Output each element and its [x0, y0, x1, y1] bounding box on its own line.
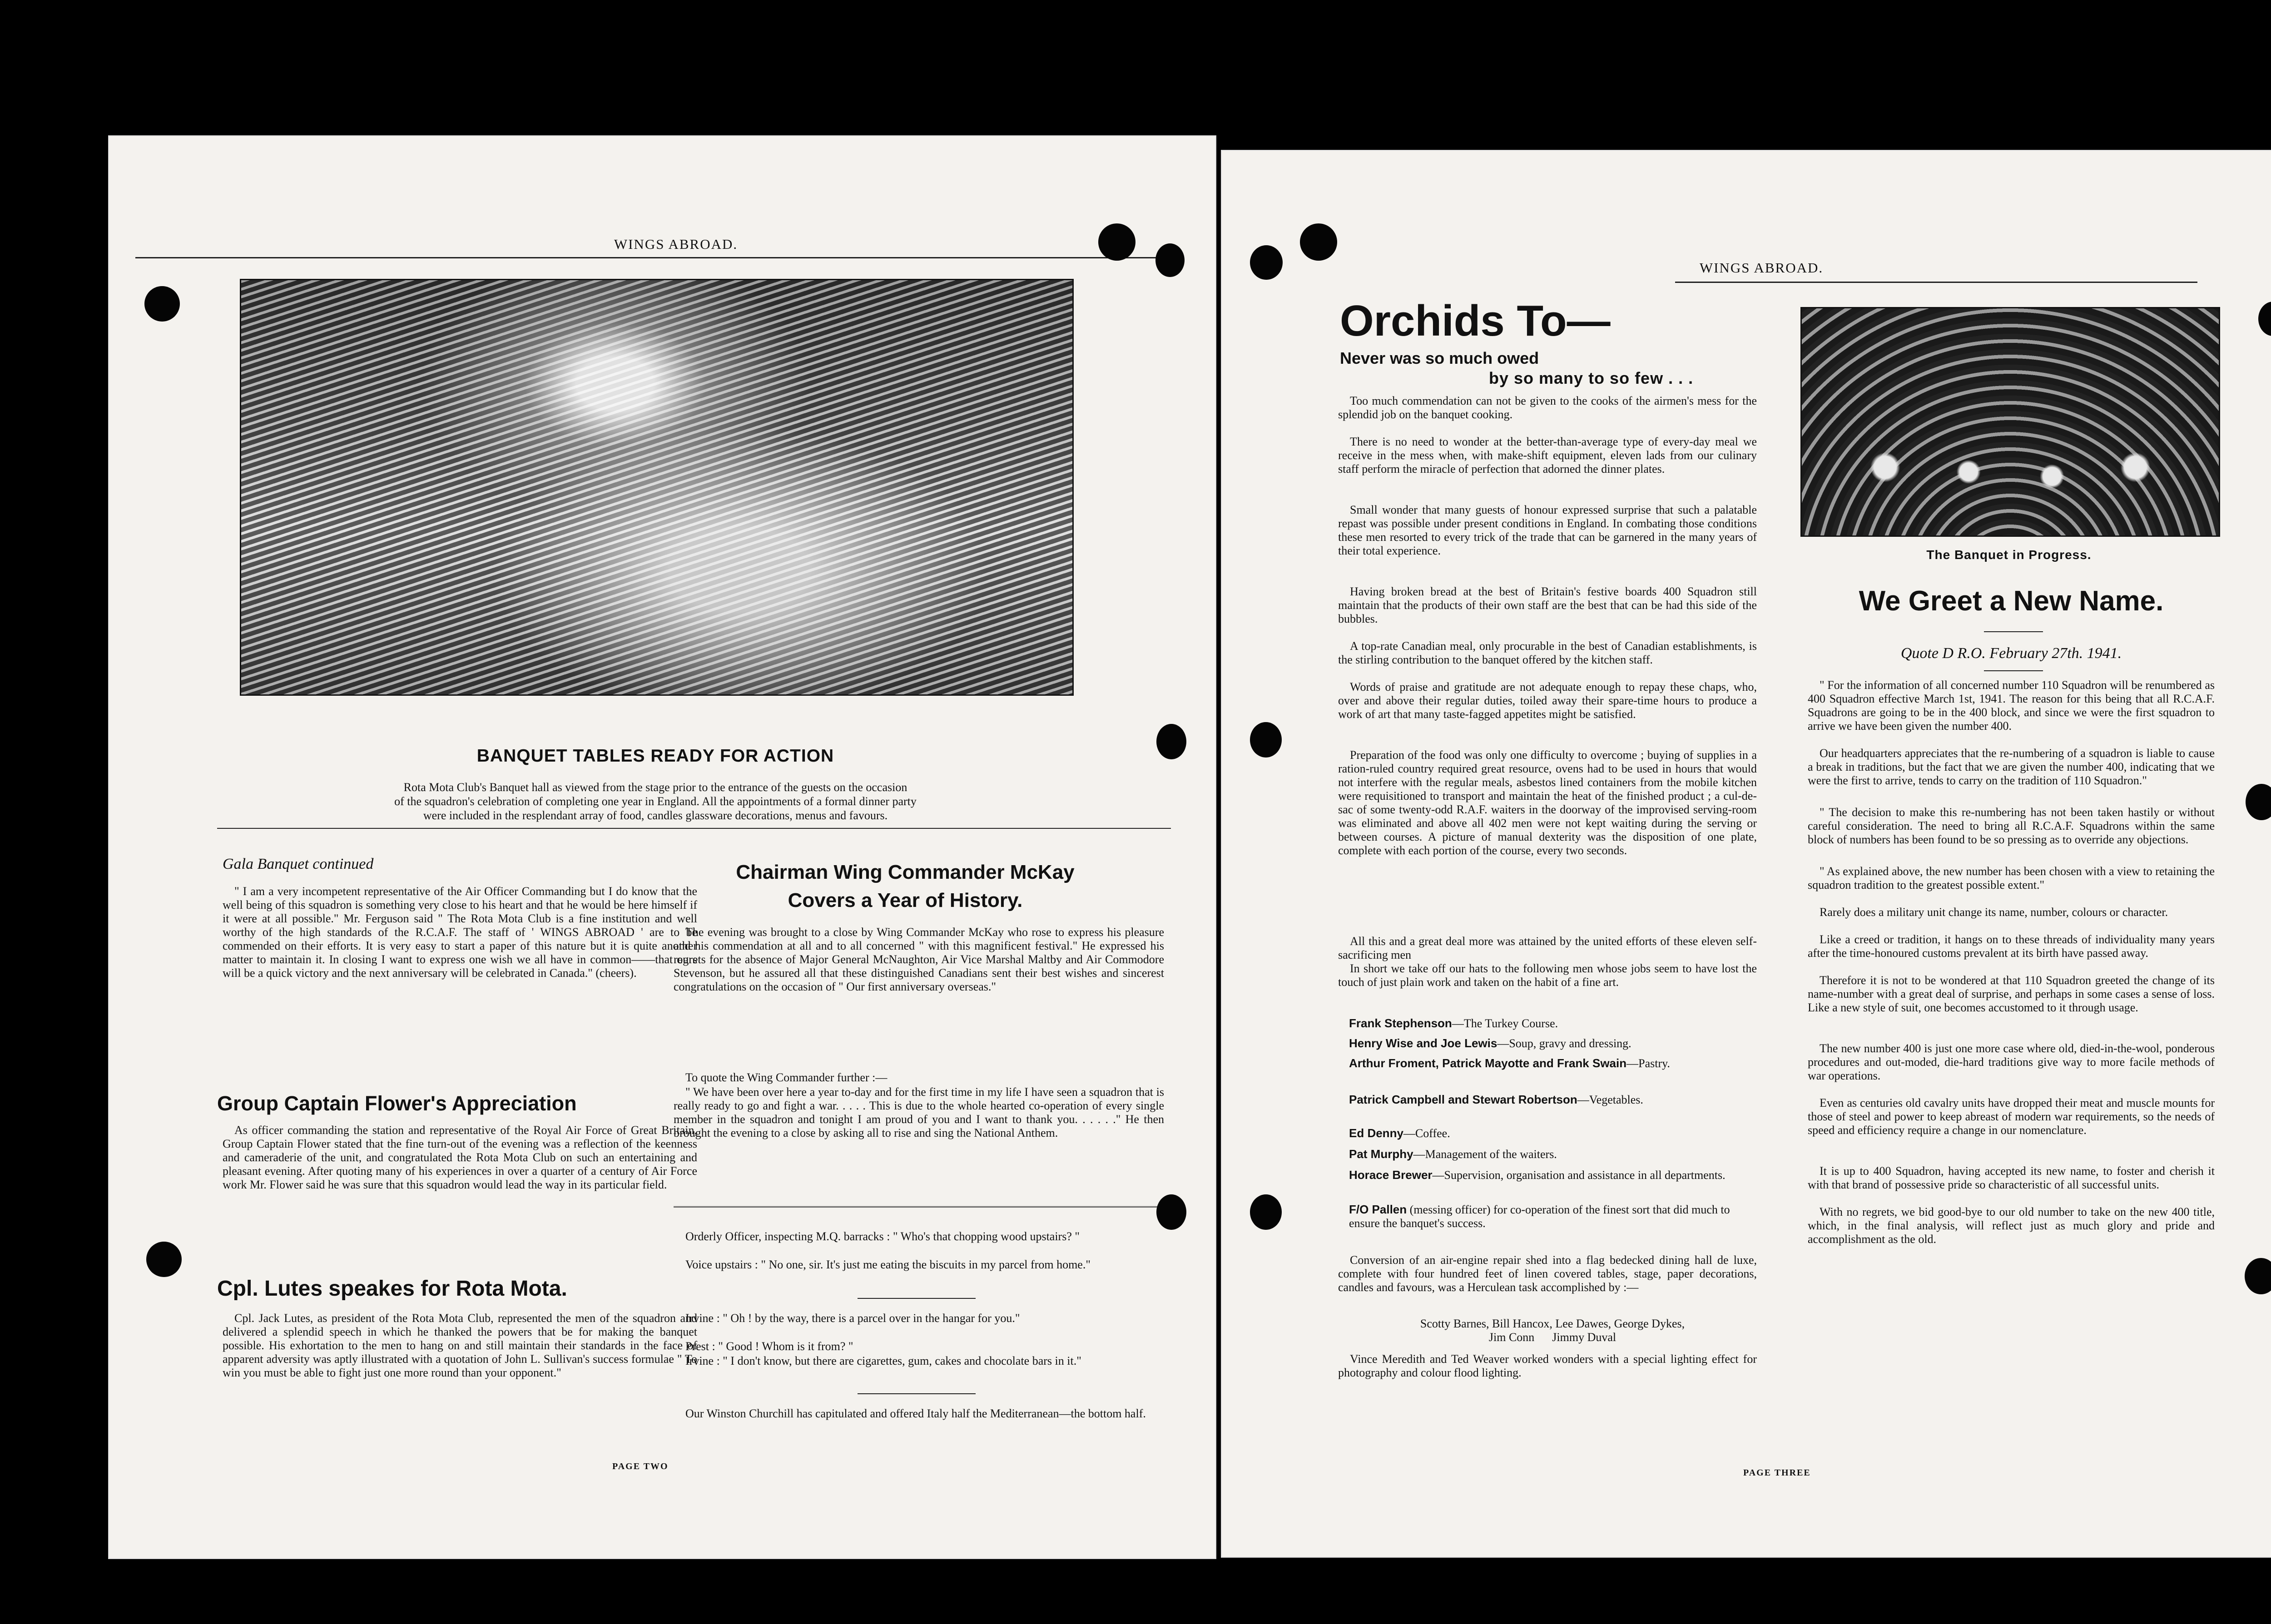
- caption-line: were included in the resplendant array of food, candles glassware decorations, menus and favours.: [423, 809, 888, 822]
- mckay-heading-line: Covers a Year of History.: [788, 889, 1023, 911]
- masthead-rule: [1675, 282, 2197, 283]
- mckay-heading-line: Chairman Wing Commander McKay: [736, 861, 1075, 883]
- credit-role: —Vegetables.: [1577, 1093, 1643, 1106]
- credit-line: [1349, 1203, 1758, 1230]
- masthead-rule: [135, 257, 1180, 258]
- orchids-p11: Vince Meredith and Ted Weaver worked wonders with a special lighting effect for photography and colour flood lighting.: [1338, 1352, 1757, 1379]
- group-captain-heading: Group Captain Flower's Appreciation: [217, 1092, 577, 1115]
- joke-voice: Voice upstairs : " No one, sir. It's just me eating the biscuits in my parcel from home.": [685, 1258, 1091, 1271]
- page-two: [108, 135, 1216, 1559]
- new-name-p5: Rarely does a military unit change its name, number, colours or character.: [1820, 906, 2168, 919]
- credit-role: —Coffee.: [1403, 1127, 1450, 1140]
- credit-role: —Soup, gravy and dressing.: [1497, 1037, 1631, 1050]
- orchids-p4: Having broken bread at the best of Britain's festive boards 400 Squadron still maintain that the products of their own staff are the best that can be had this side of the bubbles.: [1338, 585, 1757, 625]
- lutes-heading: Cpl. Lutes speakes for Rota Mota.: [217, 1277, 567, 1301]
- binder-hole: [1300, 223, 1337, 261]
- decorators-names: Jim Conn Jimmy Duval: [1488, 1331, 1616, 1344]
- new-name-title: We Greet a New Name.: [1859, 585, 2164, 617]
- binder-hole: [1250, 1194, 1282, 1230]
- new-name-p7: Therefore it is not to be wondered at that 110 Squadron greeted the change of its name-number with a great deal of surprise, and perhaps in some cases a sense of loss. Like a new style of suit, one becomes accustomed to it through usage.: [1808, 974, 2215, 1014]
- new-name-p1: " For the information of all concerned number 110 Squadron will be renumbered as 400 Squadron effective March 1st, 1941. The reason for this being that all R.C.A.F. Squadrons are going to be in the 400 block, and since we were the first squadron to arrive we have been given the number 400.: [1808, 678, 2215, 733]
- orchids-p2: There is no need to wonder at the better-than-average type of every-day meal we receive in the mess when, with make-shift equipment, eleven lads from our culinary staff perform the miracle of perfection that adorned the dinner plates.: [1338, 435, 1757, 475]
- credit-name: Patrick Campbell and Stewart Robertson: [1349, 1093, 1577, 1106]
- masthead: WINGS ABROAD.: [1699, 260, 1824, 276]
- decorators-names: Scotty Barnes, Bill Hancox, Lee Dawes, George Dykes,: [1420, 1317, 1685, 1330]
- binder-hole: [146, 1242, 182, 1277]
- credit-name: Horace Brewer: [1349, 1168, 1433, 1182]
- credit-name: Frank Stephenson: [1349, 1016, 1452, 1030]
- credit-role: —Pastry.: [1626, 1057, 1670, 1070]
- new-name-p2: Our headquarters appreciates that the re-numbering of a squadron is liable to cause a break in traditions, but the fact that we are given the number 400, indicating that we were the first to arrive, tends to carry on the tradition of 110 Squadron.": [1808, 747, 2215, 787]
- binder-hole: [144, 286, 180, 322]
- masthead: WINGS ABROAD.: [614, 236, 738, 252]
- mckay-heading: [644, 858, 1166, 915]
- title-rule: [1984, 631, 2043, 632]
- orchids-subtitle-1: Never was so much owed: [1340, 349, 1539, 367]
- credit-line: [1349, 1168, 1758, 1182]
- page-number: PAGE TWO: [612, 1461, 669, 1471]
- gala-text: " I am a very incompetent representative of the Air Officer Commanding but I do know that the well being of this squadron is something very close to his heart and that he would be here himself if it were at all possible." Mr. Ferguson said " The Rota Mota Club is a fine institution and well worthy of the high standards of the R.C.A.F. The staff of ' WINGS ABROAD ' are to be commended on their efforts. It is very easy to start a paper of this nature but it is quite another matter to maintain it. In closing I want to express one wish we all have in common——that ours will be a quick victory and the next anniversary will be celebrated in Canada." (cheers).: [223, 885, 697, 980]
- binder-hole: [1155, 243, 1185, 277]
- lutes-text: Cpl. Jack Lutes, as president of the Rota Mota Club, represented the men of the squadron and delivered a splendid speech in which he thanked the powers that be for making the banquet possible. His exhortation to the men to hang on and still maintain their standards in the face of apparent adversity was aptly illustrated with a quotation of John L. Sullivan's success formulae " To win you must be able to fight just one more round than your opponent.": [223, 1312, 697, 1379]
- new-name-p8: The new number 400 is just one more case where old, died-in-the-wool, ponderous procedures and out-moded, die-hard traditions give way to more facile methods of war operations.: [1808, 1042, 2215, 1082]
- credit-name: Pat Murphy: [1349, 1147, 1413, 1161]
- orchids-p9: In short we take off our hats to the following men whose jobs seem to have lost the touch of just plain work and taken on the habit of a fine art.: [1338, 962, 1757, 989]
- group-captain-text: As officer commanding the station and representative of the Royal Air Force of Great Britain, Group Captain Flower stated that the fine turn-out of the evening was a reflection of the keenness and cameraderie of the unit, and congratulated the Rota Mota Club on such an entertaining and pleasant evening. After quoting many of his experiences in over a quarter of a century of Air Force work Mr. Flower said he was sure that this squadron would lead the way in its particular field.: [223, 1124, 697, 1191]
- credit-line: [1349, 1016, 1758, 1030]
- credit-name: Henry Wise and Joe Lewis: [1349, 1036, 1497, 1050]
- credit-name: F/O Pallen: [1349, 1203, 1407, 1216]
- binder-hole: [1250, 245, 1283, 280]
- credit-role: (messing officer) for co-operation of the finest sort that did much to ensure the banquet's success.: [1349, 1203, 1730, 1230]
- joke-irvine-2: Irvine : " I don't know, but there are cigarettes, gum, cakes and chocolate bars in it.": [685, 1354, 1081, 1367]
- credit-role: —Management of the waiters.: [1413, 1148, 1557, 1161]
- orchids-p7: Preparation of the food was only one difficulty to overcome ; buying of supplies in a ration-ruled country required great resource, ovens had to be used in hours that would not interfere with the regular meals, asbestos lined containers from the mobile kitchen were requisitioned to transport and maintain the heat of the finished product ; a cul-de-sac of some twenty-odd R.A.F. waiters in the doorway of the improvised serving-room was eliminated and above all 402 men were not kept waiting during the serving or between courses. A picture of manual dexterity was the disposition of one plate, complete with each portion of the course, every two seconds.: [1338, 748, 1757, 857]
- dro-quote: Quote D R.O. February 27th. 1941.: [1900, 645, 2122, 662]
- new-name-p6: Like a creed or tradition, it hangs on to these threads of individuality many years after the time-honoured customs prevalent at its birth have passed away.: [1808, 933, 2215, 960]
- binder-hole: [1156, 1194, 1186, 1230]
- gala-heading: Gala Banquet continued: [223, 856, 374, 872]
- caption-rule: [217, 828, 1171, 829]
- orchids-p1: Too much commendation can not be given to the cooks of the airmen's mess for the splendid job on the banquet cooking.: [1338, 394, 1757, 421]
- credit-line: [1349, 1036, 1758, 1050]
- banquet-hall-photo: [240, 279, 1074, 696]
- binder-hole: [1098, 223, 1136, 261]
- joke-rule: [858, 1298, 976, 1299]
- orchids-p3: Small wonder that many guests of honour expressed surprise that such a palatable repast was possible under present conditions in England. In combating those conditions these men resorted to every trick of the trade that can be garnered in the many years of their total experience.: [1338, 503, 1757, 557]
- mckay-p3: " We have been over here a year to-day and for the first time in my life I have seen a squadron that is really ready to go and fight a war. . . . . This is due to the whole hearted co-operation of every single member in the squadron and tonight I am proud of you and I want to thank you. . . . . ." He then brought the evening to a close by asking all to rise and sing the National Anthem.: [674, 1085, 1164, 1139]
- credit-line: [1349, 1147, 1758, 1161]
- orchids-p8: All this and a great deal more was attained by the united efforts of these eleven self-sacrificing men: [1338, 935, 1757, 961]
- orchids-title: Orchids To—: [1340, 297, 1611, 345]
- joke-officer: Orderly Officer, inspecting M.Q. barracks : " Who's that chopping wood upstairs? ": [685, 1230, 1080, 1243]
- section-rule: [674, 1206, 1164, 1209]
- orchids-p5: A top-rate Canadian meal, only procurable in the best of Canadian establishments, is the stirling contribution to the banquet offered by the kitchen staff.: [1338, 639, 1757, 666]
- new-name-p9: Even as centuries old cavalry units have dropped their meat and muscle mounts for those of steel and power to keep abreast of modern war requirements, so the needs of speed and efficiency require a change in our nomenclature.: [1808, 1096, 2215, 1137]
- joke-rule: [858, 1393, 976, 1394]
- photo-caption-title: BANQUET TABLES READY FOR ACTION: [476, 746, 834, 766]
- binder-hole: [1156, 724, 1186, 759]
- photo-caption-title: The Banquet in Progress.: [1926, 548, 2092, 562]
- orchids-p6: Words of praise and gratitude are not adequate enough to repay these chaps, who, over and above their regular duties, toiled away their spare-time hours to produce a work of art that many taste-fagged appetites might be satisfied.: [1338, 680, 1757, 721]
- credit-role: —Supervision, organisation and assistance in all departments.: [1432, 1168, 1726, 1182]
- mckay-p1: The evening was brought to a close by Wing Commander McKay who rose to express his pleasure and his commendation at all and to all concerned " with this magnificent festival." He expressed his regrets for the absence of Major General McNaughton, Air Vice Marshal Maltby and Air Commodore Stevenson, but he assured all that these distinguished Canadians sent their best wishes and sincerest congratulations on the occasion of " Our first anniversary overseas.": [674, 926, 1164, 993]
- page-three: [1221, 150, 2271, 1558]
- caption-line: Rota Mota Club's Banquet hall as viewed from the stage prior to the entrance of the guests on the occasion: [403, 781, 907, 794]
- credit-name: Arthur Froment, Patrick Mayotte and Frank Swain: [1349, 1056, 1627, 1070]
- orchids-subtitle-2: by so many to so few . . .: [1489, 369, 1694, 387]
- new-name-p4: " As explained above, the new number has been chosen with a view to retaining the squadron tradition to the greatest possible extent.": [1808, 865, 2215, 891]
- orchids-p10: Conversion of an air-engine repair shed into a flag bedecked dining hall de luxe, complete with four hundred feet of linen covered tables, stage, paper decorations, candles and favours, was a Herculean task accomplished by :—: [1338, 1253, 1757, 1294]
- new-name-p3: " The decision to make this re-numbering has not been taken hastily or without careful consideration. The need to bring all R.C.A.F. Squadrons within the same block of numbers has been found to be so pressing as to override any objections.: [1808, 806, 2215, 846]
- photo-caption: [226, 780, 1085, 822]
- credit-role: —The Turkey Course.: [1452, 1017, 1558, 1030]
- joke-prest: Prest : " Good ! Whom is it from? ": [685, 1340, 853, 1353]
- joke-irvine-1: Irvine : " Oh ! by the way, there is a parcel over in the hangar for you.": [685, 1312, 1020, 1325]
- banquet-progress-photo: [1800, 307, 2220, 537]
- new-name-p11: With no regrets, we bid good-bye to our old number to take on the new 400 title, which, in the final analysis, will reflect just as much glory and pride and accomplishment as the old.: [1808, 1205, 2215, 1246]
- mckay-p2: To quote the Wing Commander further :—: [685, 1071, 888, 1084]
- credit-name: Ed Denny: [1349, 1126, 1403, 1140]
- new-name-p10: It is up to 400 Squadron, having accepted its new name, to foster and cherish it with that brand of possessive pride so characteristic of all successful units.: [1808, 1164, 2215, 1191]
- binder-hole: [1250, 722, 1282, 758]
- joke-churchill: Our Winston Churchill has capitulated and offered Italy half the Mediterranean—the bottom half.: [685, 1407, 1146, 1420]
- caption-line: of the squadron's celebration of completing one year in England. All the appointments of a formal dinner party: [394, 795, 917, 808]
- page-number: PAGE THREE: [1743, 1468, 1811, 1478]
- credit-line: [1349, 1126, 1758, 1140]
- title-rule: [1984, 670, 2043, 671]
- credit-line: [1349, 1056, 1758, 1070]
- credit-line: [1349, 1093, 1758, 1107]
